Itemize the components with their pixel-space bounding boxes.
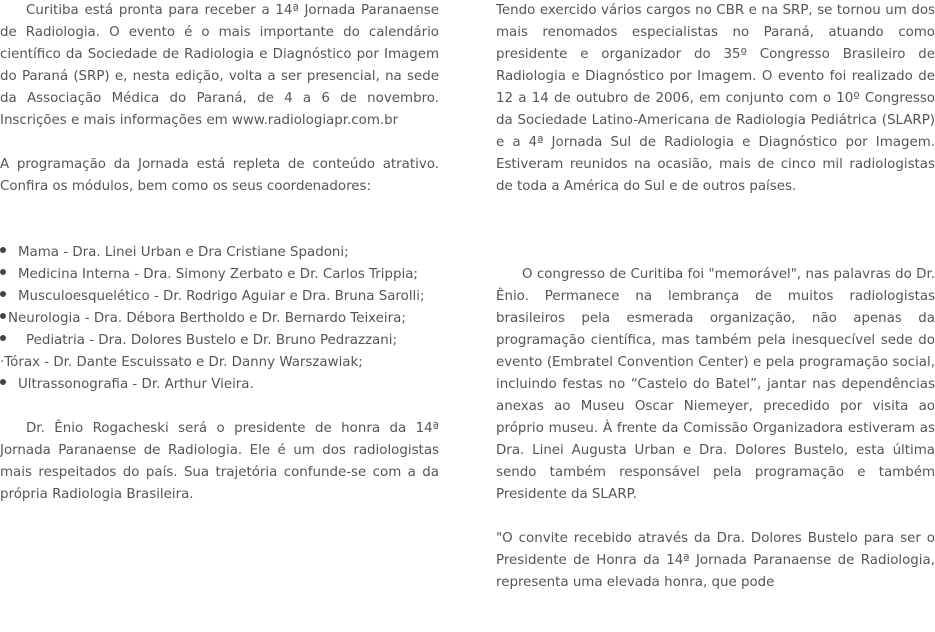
list-item: Pediatria - Dra. Dolores Bustelo e Dr. Bruno Pedrazzani; xyxy=(0,330,439,352)
left-column xyxy=(0,0,439,506)
small-bullet-icon: · xyxy=(0,355,5,370)
list-item: Ultrassonografia - Dr. Arthur Vieira. xyxy=(0,374,439,396)
quote-paragraph: "O convite recebido através da Dra. Dolores Bustelo para ser o Presidente de Honra da 14ª Jornada Paranaense de Radiologia, representa uma elevada honra, que pode xyxy=(496,531,935,590)
bullet-icon xyxy=(0,247,6,253)
list-item: ·Tórax - Dr. Dante Escuissato e Dr. Danny Warszawiak; xyxy=(0,352,439,374)
bullet-icon xyxy=(0,313,6,319)
list-item: Neurologia - Dra. Débora Bertholdo e Dr. Bernardo Teixeira; xyxy=(0,308,439,330)
bullet-icon xyxy=(0,291,6,297)
honorary-president-paragraph: Dr. Ênio Rogacheski será o presidente de honra da 14ª Jornada Paranaense de Radiologia. Ele é um dos radiologistas mais respeitados do país. Sua trajetória confunde-se com a da própria Radiologia Brasileira. xyxy=(0,421,439,502)
bullet-icon xyxy=(0,335,6,341)
bullet-icon xyxy=(0,379,6,385)
congress-paragraph: O congresso de Curitiba foi "memorável", nas palavras do Dr. Ênio. Permanece na lembrança de muitos radiologistas brasileiros pela esmerada organização, não apenas da programação científica, mas também pela inesquecível sede do evento (Embratel Convention Center) e pela programação social, incluindo festas no “Castelo do Batel”, jantar nas dependências anexas ao Museu Oscar Niemeyer, precedido por visita ao próprio museu. À frente da Comissão Organizadora estiveram as Dra. Linei Augusta Urban e Dra. Dolores Bustelo, esta última sendo também responsável pela programação e também Presidente da SLARP. xyxy=(496,267,935,502)
program-intro-paragraph: A programação da Jornada está repleta de conteúdo atrativo. Confira os módulos, bem como os seus coordenadores: xyxy=(0,157,439,194)
intro-paragraph: Curitiba está pronta para receber a 14ª Jornada Paranaense de Radiologia. O evento é o mais importante do calendário científico da Sociedade de Radiologia e Diagnóstico por Imagem do Paraná (SRP) e, nesta edição, volta a ser presencial, na sede da Associação Médica do Paraná, de 4 a 6 de novembro. Inscrições e mais informações em www.radiologiapr.com.br xyxy=(0,3,439,128)
list-item: Medicina Interna - Dra. Simony Zerbato e Dr. Carlos Trippia; xyxy=(0,264,439,286)
modules-list xyxy=(0,242,439,396)
list-item: Musculoesquelético - Dr. Rodrigo Aguiar e Dra. Bruna Sarolli; xyxy=(0,286,439,308)
career-paragraph: Tendo exercido vários cargos no CBR e na SRP, se tornou um dos mais renomados especialistas no Paraná, atuando como presidente e organizador do 35º Congresso Brasileiro de Radiologia e Diagnóstico por Imagem. O evento foi realizado de 12 a 14 de outubro de 2006, em conjunto com o 10º Congresso da Sociedade Latino-Americana de Radiologia Pediátrica (SLARP) e a 4ª Jornada Sul de Radiologia e Diagnóstico por Imagem. Estiveram reunidos na ocasião, mais de cinco mil radiologistas de toda a América do Sul e de outros países. xyxy=(496,3,935,194)
right-column xyxy=(496,0,935,594)
list-item: Mama - Dra. Linei Urban e Dra Cristiane Spadoni; xyxy=(0,242,439,264)
bullet-icon xyxy=(0,269,6,275)
